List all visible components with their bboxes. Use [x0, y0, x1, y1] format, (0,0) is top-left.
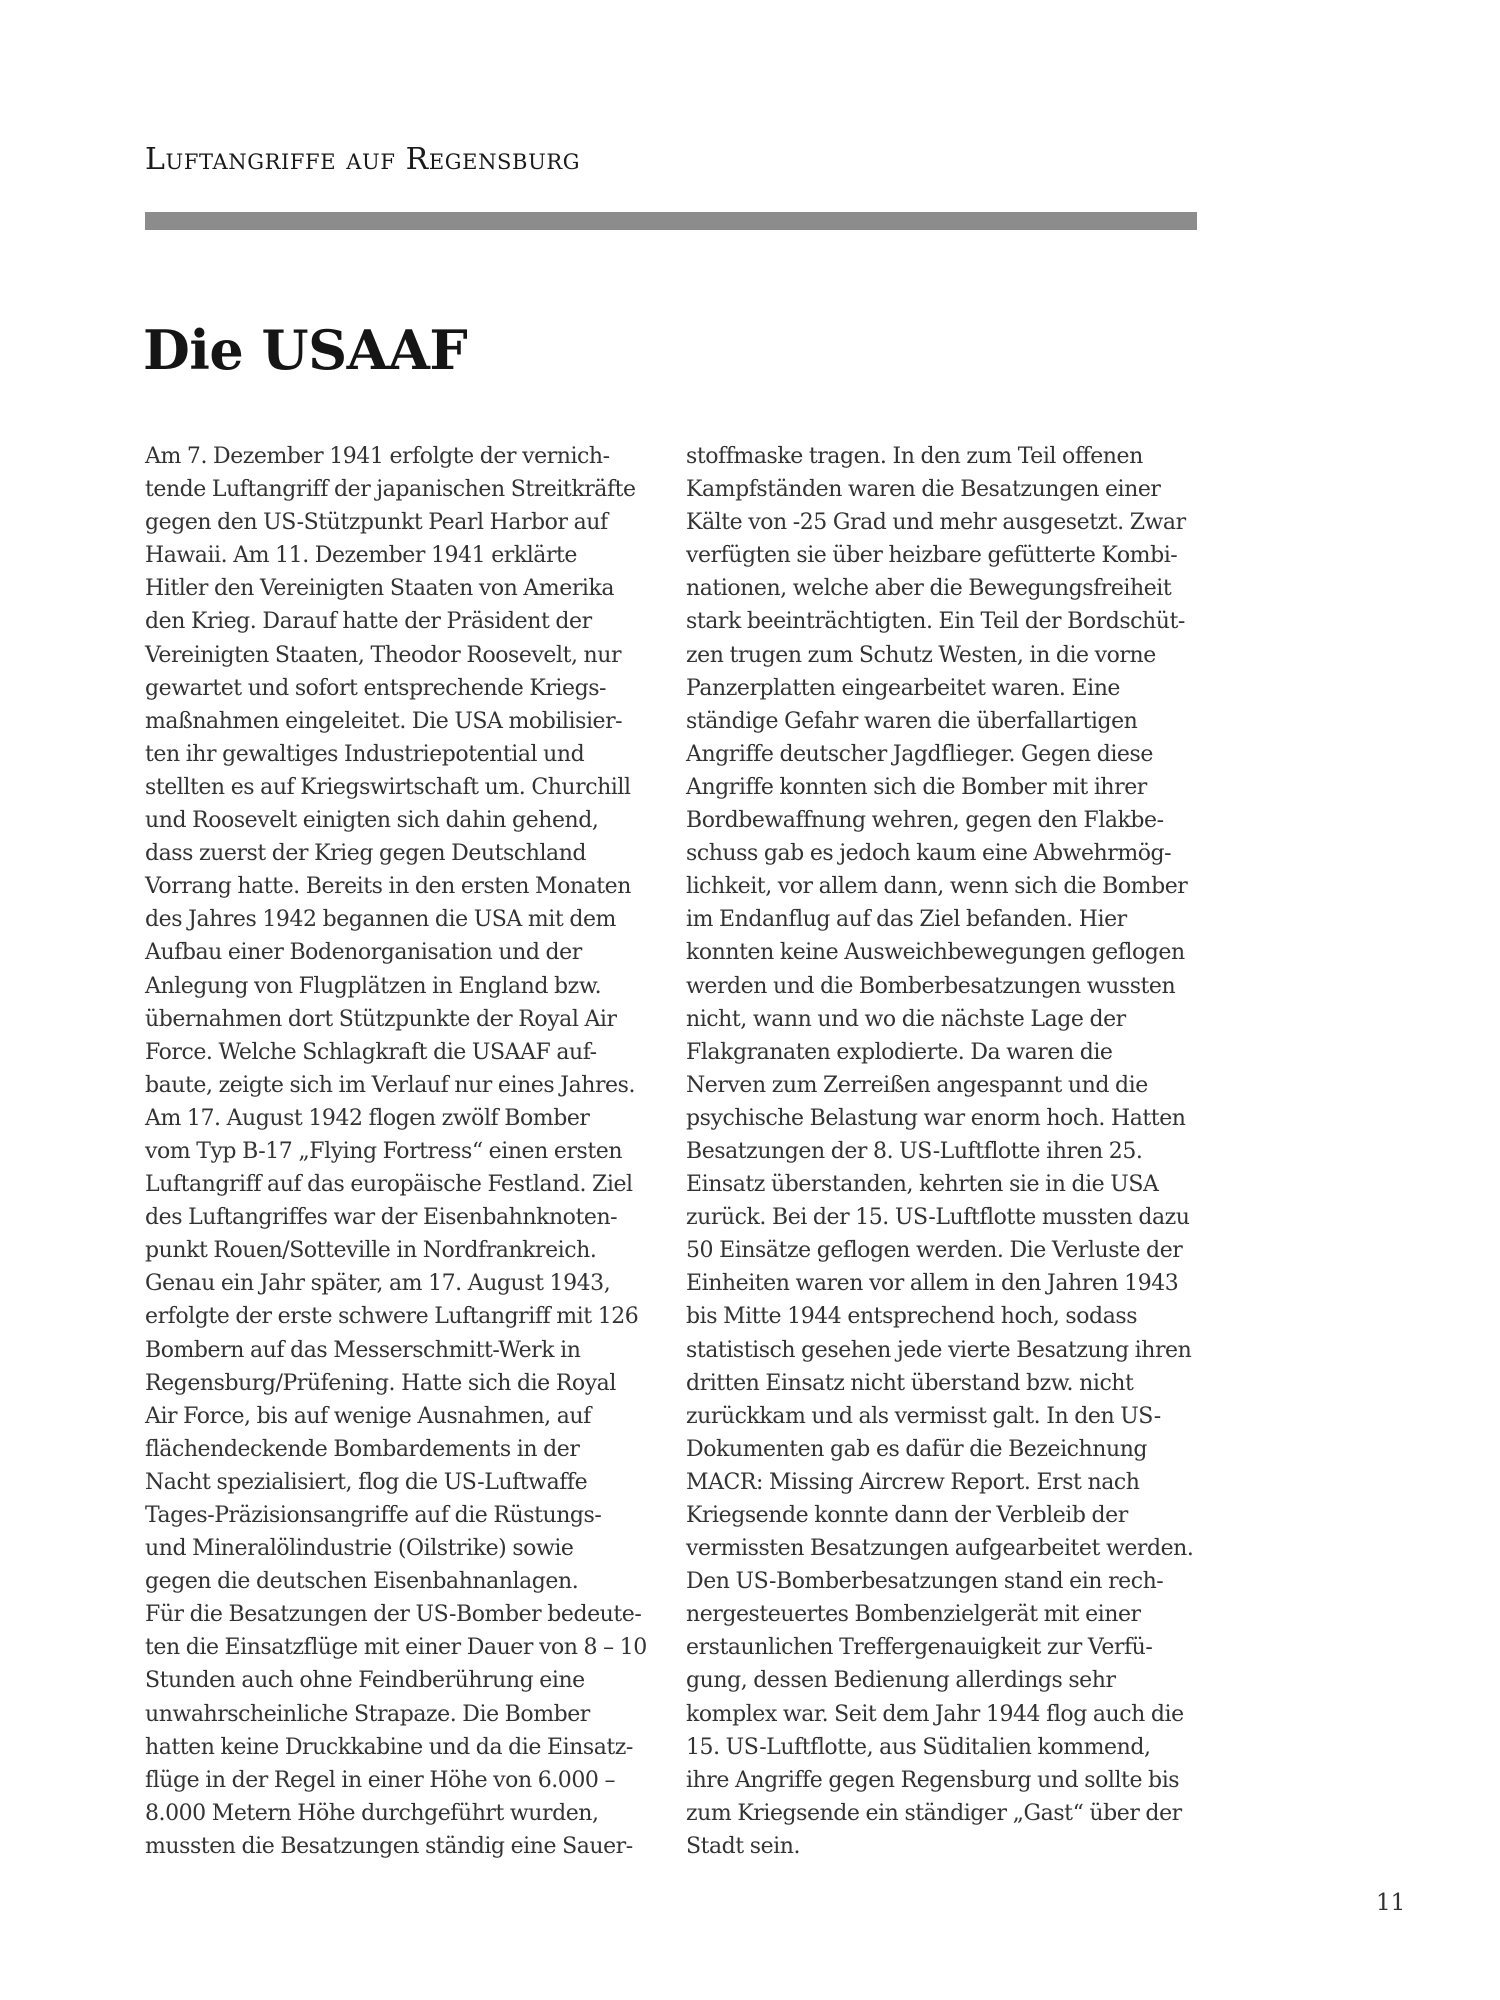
text-line: Stunden auch ohne Feindberührung eine	[145, 1668, 585, 1694]
text-line: 8.000 Metern Höhe durchgeführt wurden,	[145, 1800, 599, 1826]
text-line: MACR: Missing Aircrew Report. Erst nach	[686, 1469, 1140, 1495]
text-line: Besatzungen der 8. US-Luftflotte ihren 25.	[686, 1138, 1143, 1164]
text-line: gung, dessen Bedienung allerdings sehr	[686, 1668, 1116, 1694]
page-number: 11	[1376, 1890, 1406, 1916]
text-line: psychische Belastung war enorm hoch. Hatten	[686, 1105, 1186, 1131]
text-column-left	[145, 440, 665, 1863]
text-line: tende Luftangriff der japanischen Streitkräfte	[145, 477, 636, 503]
text-line: Kriegsende konnte dann der Verbleib der	[686, 1503, 1128, 1528]
text-line: gewartet und sofort entsprechende Kriegs-	[145, 675, 607, 701]
text-line: komplex war. Seit dem Jahr 1944 flog auch die	[686, 1701, 1184, 1727]
text-line: Nacht spezialisiert, flog die US-Luftwaffe	[145, 1469, 588, 1495]
text-line: baute, zeigte sich im Verlauf nur eines Jahres.	[145, 1072, 636, 1098]
text-line: Anlegung von Flugplätzen in England bzw.	[145, 973, 602, 999]
header-rule	[145, 212, 1197, 230]
text-line: schuss gab es jedoch kaum eine Abwehrmög-	[686, 841, 1172, 867]
chapter-title: Die USAAF	[143, 318, 468, 382]
text-line: Kampfständen waren die Besatzungen einer	[686, 477, 1161, 503]
text-line: Kälte von -25 Grad und mehr ausgesetzt. Zwar	[686, 510, 1186, 536]
text-line: Aufbau einer Bodenorganisation und der	[145, 940, 582, 966]
text-line: erfolgte der erste schwere Luftangriff mit 126	[145, 1304, 639, 1330]
text-line: unwahrscheinliche Strapaze. Die Bomber	[145, 1701, 590, 1727]
text-line: stellten es auf Kriegswirtschaft um. Churchill	[145, 774, 631, 800]
text-line: Einsatz überstanden, kehrten sie in die USA	[686, 1172, 1159, 1198]
text-line: gegen den US-Stützpunkt Pearl Harbor auf	[145, 510, 608, 536]
text-line: des Jahres 1942 begannen die USA mit dem	[145, 907, 616, 933]
text-line: stoffmaske tragen. In den zum Teil offenen	[686, 444, 1143, 469]
text-line: Bombern auf das Messerschmitt-Werk in	[145, 1337, 581, 1363]
text-line: dritten Einsatz nicht überstand bzw. nicht	[686, 1370, 1134, 1396]
text-line: Regensburg/Prüfening. Hatte sich die Royal	[145, 1370, 616, 1396]
text-line: gegen die deutschen Eisenbahnanlagen.	[145, 1569, 579, 1595]
text-line: vom Typ B-17 „Flying Fortress“ einen ersten	[145, 1138, 623, 1164]
text-line: Vereinigten Staaten, Theodor Roosevelt, nur	[145, 642, 622, 668]
text-line: Tages-Präzisionsangriffe auf die Rüstungs-	[145, 1503, 602, 1528]
text-line: Dokumenten gab es dafür die Bezeichnung	[686, 1436, 1148, 1462]
text-line: Hawaii. Am 11. Dezember 1941 erklärte	[145, 543, 578, 569]
text-line: 15. US-Luftflotte, aus Süditalien kommend,	[686, 1734, 1151, 1760]
text-line: Für die Besatzungen der US-Bomber bedeute-	[145, 1602, 642, 1628]
text-line: nicht, wann und wo die nächste Lage der	[686, 1006, 1126, 1032]
text-line: vermissten Besatzungen aufgearbeitet werden.	[686, 1536, 1194, 1562]
text-line: ständige Gefahr waren die überfallartigen	[686, 708, 1138, 734]
text-line: Force. Welche Schlagkraft die USAAF auf-	[145, 1039, 597, 1065]
text-line: erstaunlichen Treffergenauigkeit zur Verfü-	[686, 1635, 1153, 1661]
text-line: flüge in der Regel in einer Höhe von 6.000 –	[145, 1767, 616, 1793]
text-line: zum Kriegsende ein ständiger „Gast“ über der	[686, 1800, 1182, 1826]
running-head: Luftangriffe auf Regensburg	[145, 142, 581, 177]
text-line: hatten keine Druckkabine und da die Einsatz-	[145, 1734, 633, 1760]
text-line: Genau ein Jahr später, am 17. August 1943,	[145, 1271, 611, 1297]
text-line: und Roosevelt einigten sich dahin gehend,	[145, 808, 599, 834]
text-line: des Luftangriffes war der Eisenbahnknoten-	[145, 1205, 618, 1231]
text-line: im Endanflug auf das Ziel befanden. Hier	[686, 907, 1127, 933]
text-line: Flakgranaten explodierte. Da waren die	[686, 1039, 1113, 1065]
text-line: verfügten sie über heizbare gefütterte Kombi-	[686, 543, 1178, 569]
text-line: ihre Angriffe gegen Regensburg und sollte bis	[686, 1767, 1180, 1793]
text-line: Stadt sein.	[686, 1833, 801, 1859]
text-line: zen trugen zum Schutz Westen, in die vorne	[686, 642, 1156, 668]
text-line: zurückkam und als vermisst galt. In den US-	[686, 1403, 1161, 1429]
text-line: punkt Rouen/Sotteville in Nordfrankreich.	[145, 1238, 597, 1264]
text-line: nergesteuertes Bombenzielgerät mit einer	[686, 1602, 1141, 1628]
text-line: konnten keine Ausweichbewegungen geflogen	[686, 940, 1185, 966]
text-line: werden und die Bomberbesatzungen wussten	[686, 973, 1176, 999]
text-line: Luftangriff auf das europäische Festland. Ziel	[145, 1172, 633, 1198]
text-line: maßnahmen eingeleitet. Die USA mobilisier-	[145, 708, 623, 734]
text-line: nationen, welche aber die Bewegungsfreiheit	[686, 576, 1172, 602]
text-line: Nerven zum Zerreißen angespannt und die	[686, 1072, 1148, 1098]
text-line: 50 Einsätze geflogen werden. Die Verluste der	[686, 1238, 1183, 1264]
text-line: Am 17. August 1942 flogen zwölf Bomber	[145, 1105, 590, 1131]
text-line: mussten die Besatzungen ständig eine Sauer-	[145, 1833, 633, 1859]
text-line: Bordbewaffnung wehren, gegen den Flakbe-	[686, 808, 1164, 834]
text-line: Angriffe konnten sich die Bomber mit ihrer	[686, 774, 1147, 800]
text-line: Vorrang hatte. Bereits in den ersten Monaten	[145, 874, 631, 900]
text-line: und Mineralölindustrie (Oilstrike) sowie	[145, 1536, 574, 1562]
text-line: Panzerplatten eingearbeitet waren. Eine	[686, 675, 1120, 701]
text-line: statistisch gesehen jede vierte Besatzung ihren	[686, 1337, 1192, 1363]
text-line: den Krieg. Darauf hatte der Präsident der	[145, 609, 592, 635]
text-line: Einheiten waren vor allem in den Jahren 1943	[686, 1271, 1179, 1297]
text-line: Den US-Bomberbesatzungen stand ein rech-	[686, 1569, 1164, 1595]
text-line: ten ihr gewaltiges Industriepotential und	[145, 741, 585, 767]
text-line: übernahmen dort Stützpunkte der Royal Air	[145, 1006, 617, 1032]
text-line: flächendeckende Bombardements in der	[145, 1436, 580, 1462]
text-line: bis Mitte 1944 entsprechend hoch, sodass	[686, 1304, 1138, 1330]
text-line: Air Force, bis auf wenige Ausnahmen, auf	[145, 1403, 591, 1429]
text-line: dass zuerst der Krieg gegen Deutschland	[145, 841, 587, 867]
text-line: stark beeinträchtigten. Ein Teil der Bordschüt-	[686, 609, 1185, 635]
text-column-right	[686, 440, 1206, 1863]
text-line: zurück. Bei der 15. US-Luftflotte mussten dazu	[686, 1205, 1190, 1231]
text-line: ten die Einsatzflüge mit einer Dauer von 8 – 10	[145, 1635, 647, 1661]
text-line: Am 7. Dezember 1941 erfolgte der vernich-	[145, 444, 610, 469]
text-line: lichkeit, vor allem dann, wenn sich die Bomber	[686, 874, 1188, 900]
text-line: Hitler den Vereinigten Staaten von Amerika	[145, 576, 615, 602]
text-line: Angriffe deutscher Jagdflieger. Gegen diese	[686, 741, 1153, 767]
